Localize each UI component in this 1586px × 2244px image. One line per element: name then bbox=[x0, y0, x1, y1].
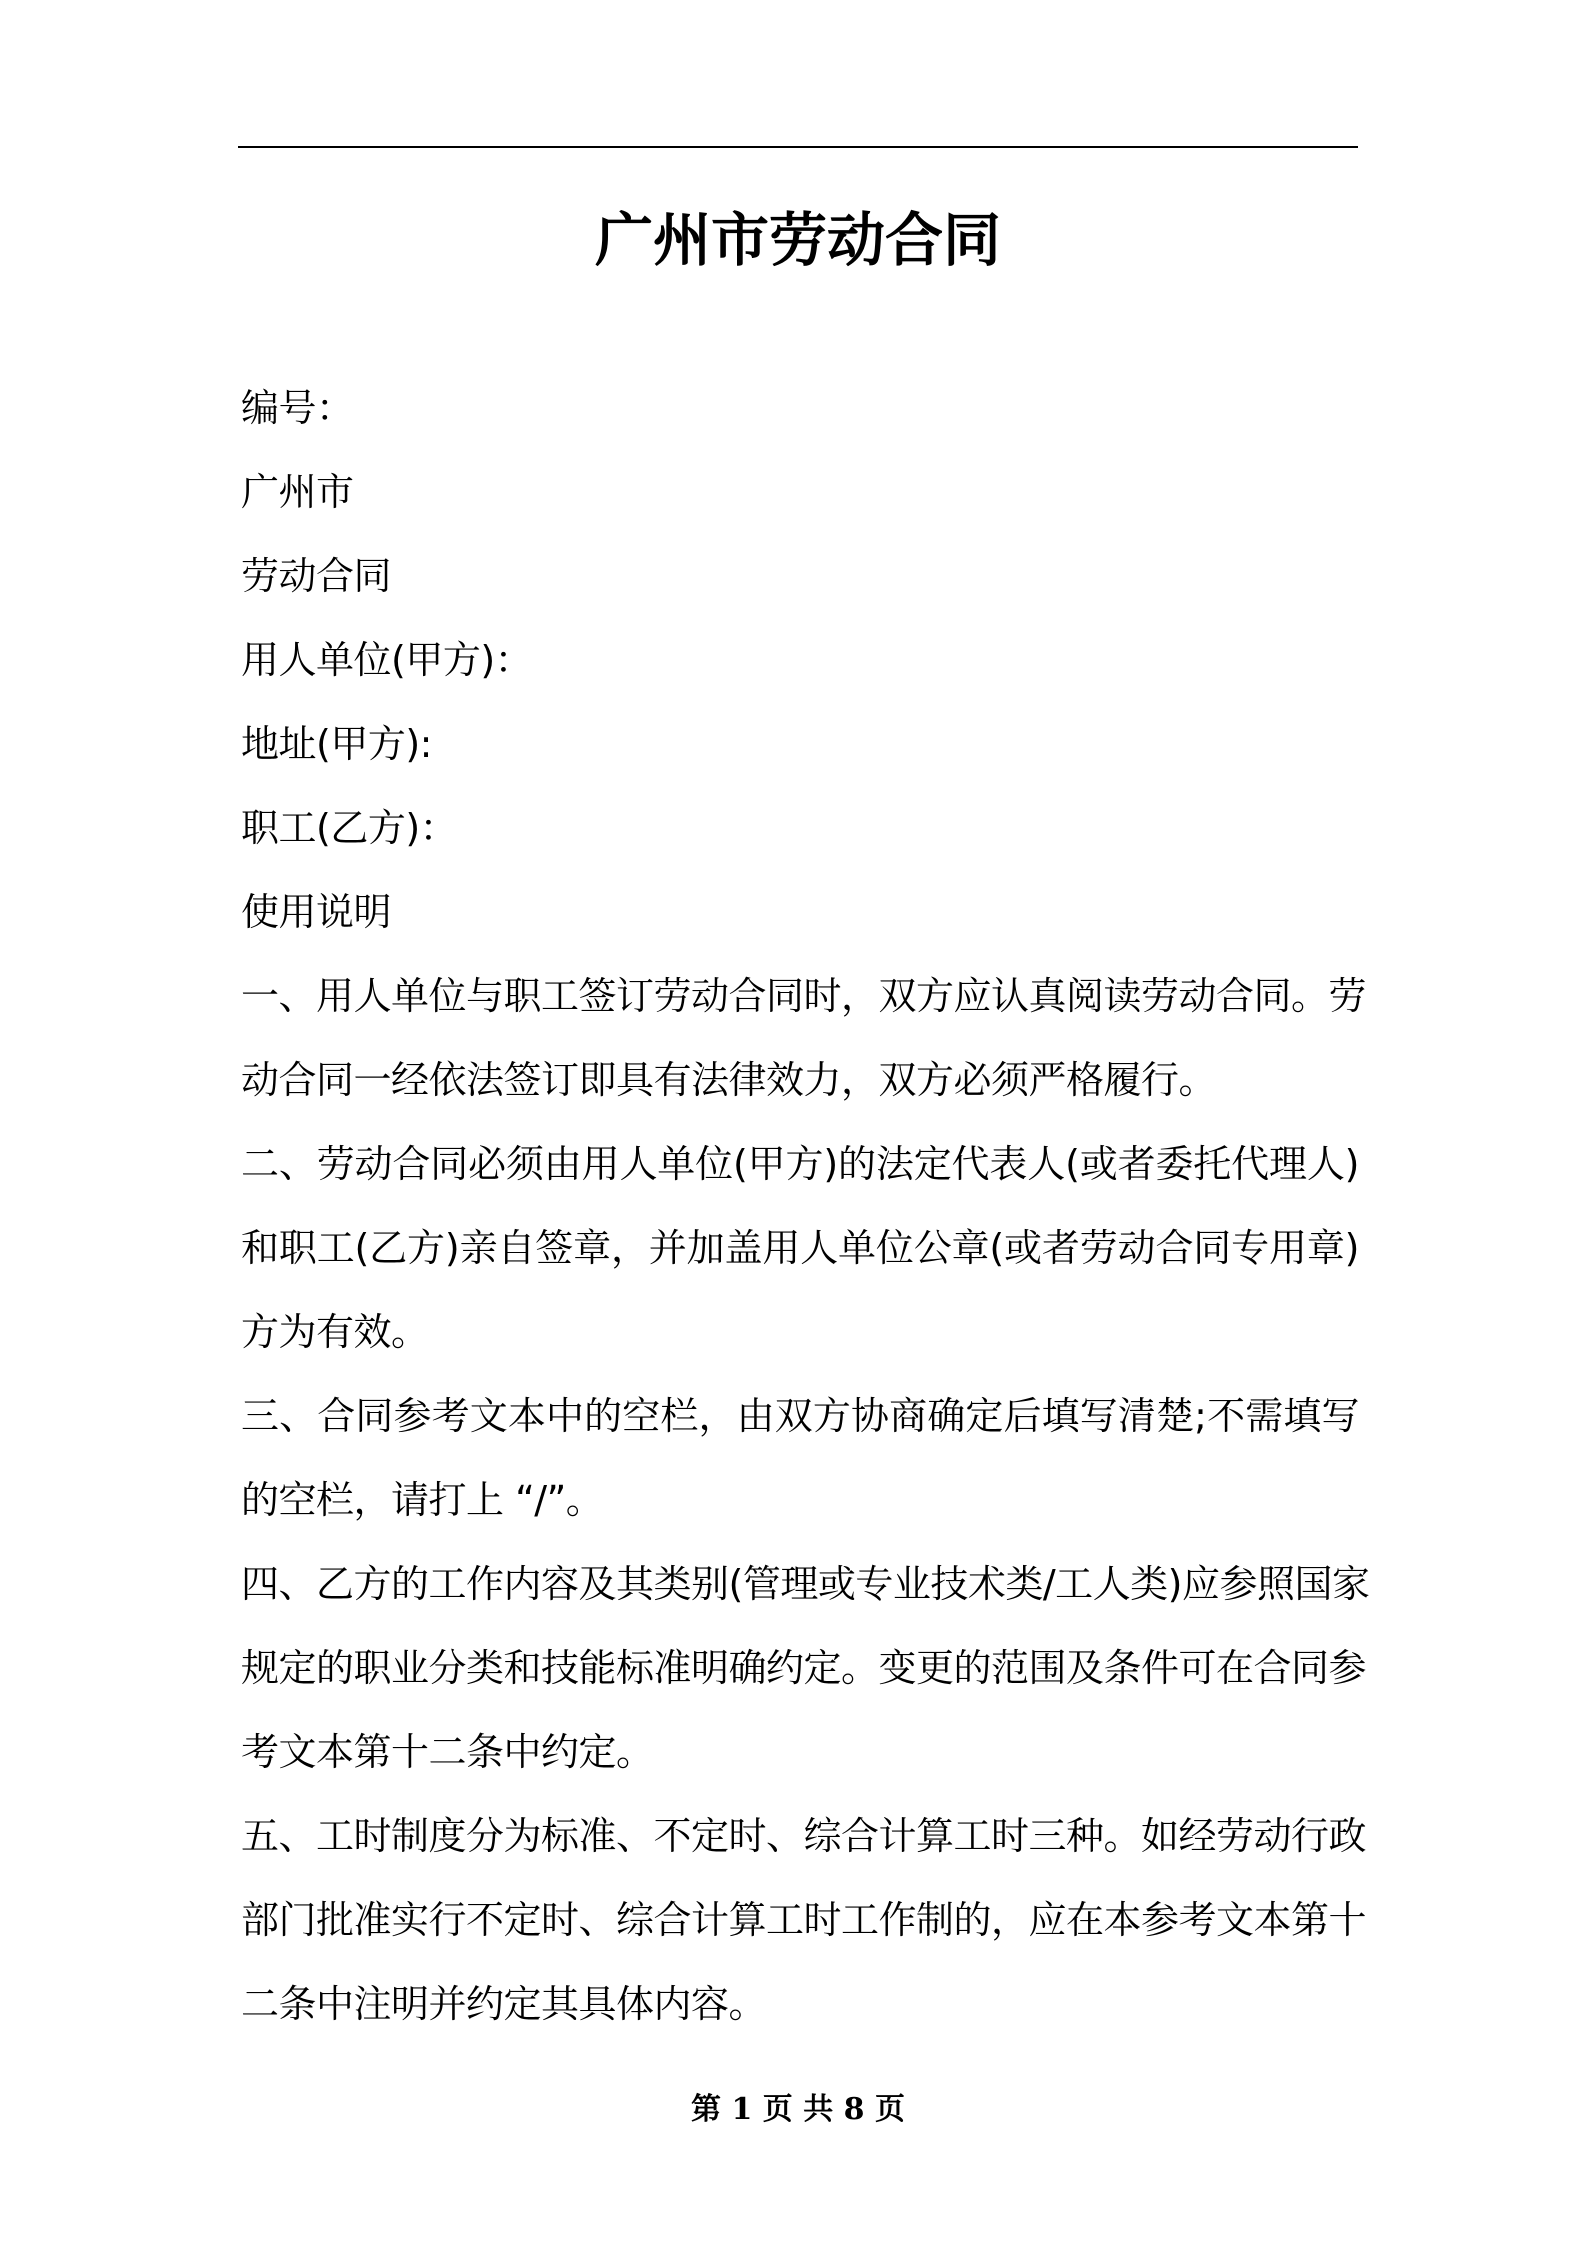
contract-number-label: 编号： bbox=[241, 386, 354, 430]
employer-label: 用人单位(甲方)： bbox=[241, 638, 533, 682]
city-line: 广州市 bbox=[241, 470, 354, 514]
instruction-4-line-3: 考文本第十二条中约定。 bbox=[241, 1730, 654, 1774]
instruction-5-line-1: 五、工时制度分为标准、不定时、综合计算工时三种。如经劳动行政 bbox=[241, 1814, 1367, 1858]
instruction-4-line-2: 规定的职业分类和技能标准明确约定。变更的范围及条件可在合同参 bbox=[241, 1646, 1367, 1690]
employee-label: 职工(乙方)： bbox=[241, 806, 458, 850]
instruction-2-line-2: 和职工(乙方)亲自签章，并加盖用人单位公章(或者劳动合同专用章) bbox=[241, 1226, 1359, 1270]
instruction-4-line-1: 四、乙方的工作内容及其类别(管理或专业技术类/工人类)应参照国家 bbox=[241, 1562, 1370, 1606]
employer-address-label: 地址(甲方): bbox=[241, 722, 432, 766]
instruction-1-line-1: 一、用人单位与职工签订劳动合同时，双方应认真阅读劳动合同。劳 bbox=[241, 974, 1367, 1018]
instruction-2-line-1: 二、劳动合同必须由用人单位(甲方)的法定代表人(或者委托代理人) bbox=[241, 1142, 1359, 1186]
document-body bbox=[241, 366, 1370, 2046]
header-rule bbox=[238, 146, 1358, 148]
instruction-5-line-2: 部门批准实行不定时、综合计算工时工作制的，应在本参考文本第十 bbox=[241, 1898, 1367, 1942]
instruction-3-line-2: 的空栏，请打上 “/”。 bbox=[241, 1478, 604, 1522]
page-number: 第 1 页 共 8 页 bbox=[691, 2092, 905, 2127]
instruction-3-line-1: 三、合同参考文本中的空栏，由双方协商确定后填写清楚;不需填写 bbox=[241, 1394, 1359, 1438]
document-title: 广州市劳动合同 bbox=[594, 206, 1001, 274]
contract-type-line: 劳动合同 bbox=[241, 554, 392, 598]
instruction-5-line-3: 二条中注明并约定其具体内容。 bbox=[241, 1982, 767, 2026]
instruction-1-line-2: 动合同一经依法签订即具有法律效力，双方必须严格履行。 bbox=[241, 1058, 1217, 1102]
instruction-2-line-3: 方为有效。 bbox=[241, 1310, 429, 1354]
instructions-heading: 使用说明 bbox=[241, 890, 392, 934]
